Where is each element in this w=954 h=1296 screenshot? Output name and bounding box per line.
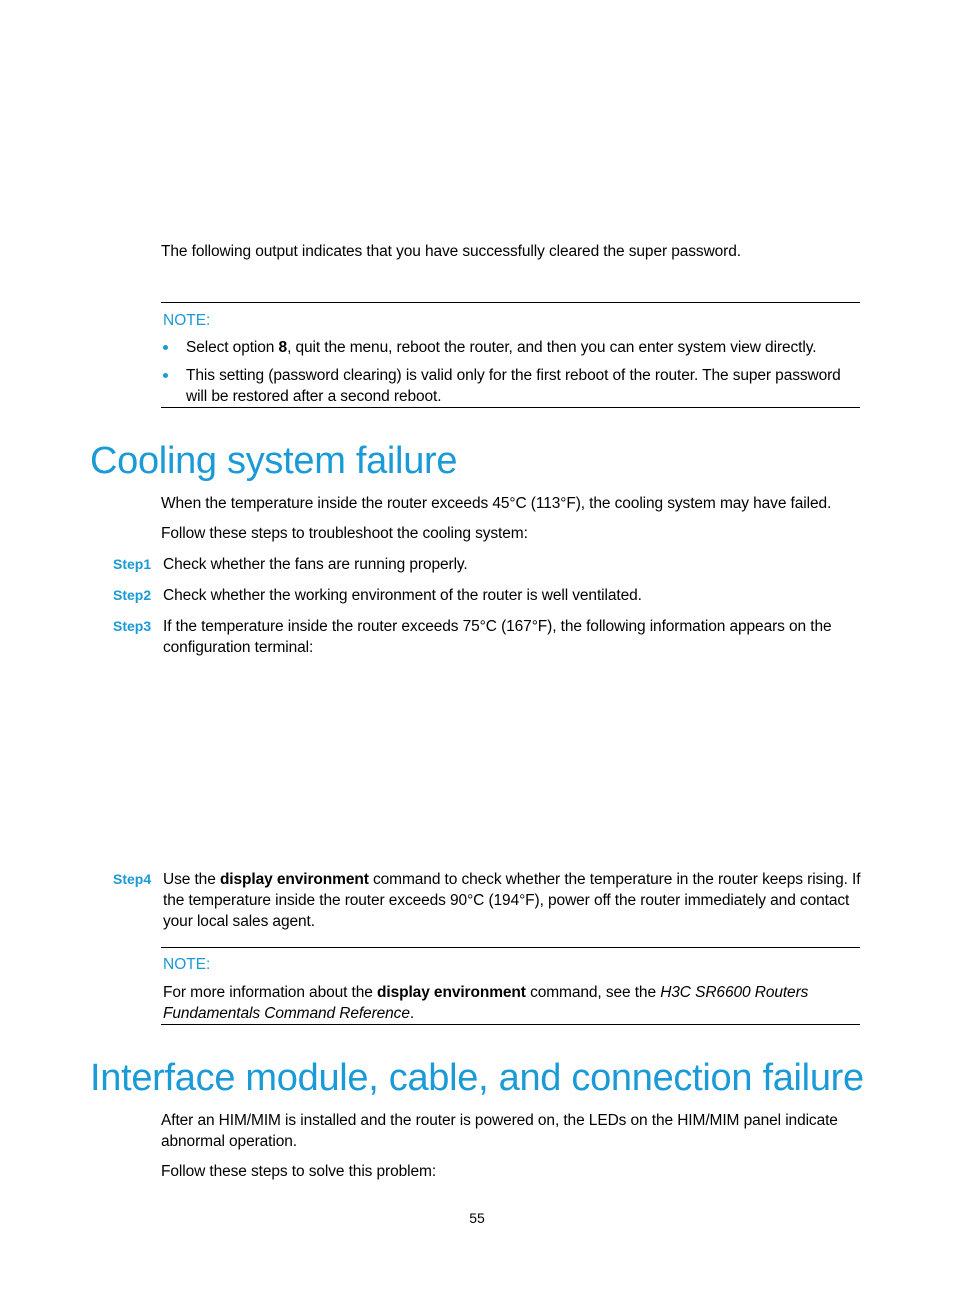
step-text: Check whether the working environment of the router is well ventilated. xyxy=(163,587,642,604)
step-label: Step2 xyxy=(113,587,152,603)
step-text: Check whether the fans are running properly. xyxy=(163,556,468,573)
step-label: Step1 xyxy=(113,556,152,572)
note-item: This setting (password clearing) is valid only for the first reboot of the router. The super password will be restored after a second reboot. xyxy=(186,367,841,405)
note-top-rule xyxy=(161,302,860,303)
step-text-part: Use the xyxy=(163,871,220,888)
note-label: NOTE: xyxy=(163,312,211,329)
command-name: display environment xyxy=(377,984,526,1001)
paragraph: When the temperature inside the router exceeds 45°C (113°F), the cooling system may have failed. xyxy=(161,495,832,512)
step-text xyxy=(163,869,863,932)
note-item-text: , quit the menu, reboot the router, and then you can enter system view directly. xyxy=(287,339,817,356)
note-label: NOTE: xyxy=(163,956,211,973)
bullet-icon xyxy=(163,345,168,350)
note-bottom-rule xyxy=(161,1024,860,1025)
reference-title: H3C SR6600 Routers Fundamentals Command Reference xyxy=(163,984,809,1022)
section-heading: Interface module, cable, and connection failure xyxy=(90,1057,864,1099)
note-text-part: command, see the xyxy=(525,984,661,1001)
command-name: display environment xyxy=(219,871,369,888)
paragraph: Follow these steps to troubleshoot the cooling system: xyxy=(161,525,528,542)
bullet-icon xyxy=(163,373,168,378)
note-item xyxy=(186,337,862,358)
intro-paragraph: The following output indicates that you have successfully cleared the super password. xyxy=(161,243,741,260)
page-number: 55 xyxy=(469,1210,485,1226)
note-text-part: For more information about the xyxy=(163,984,378,1001)
note-item-text: Select option xyxy=(186,339,279,356)
note-text-part: . xyxy=(409,1005,415,1022)
note-text xyxy=(163,982,853,1024)
note-top-rule xyxy=(161,947,860,948)
step-label: Step4 xyxy=(113,871,152,887)
step-text: If the temperature inside the router exceeds 75°C (167°F), the following information appears on the configuration terminal: xyxy=(163,618,832,656)
paragraph: Follow these steps to solve this problem: xyxy=(161,1163,437,1180)
section-heading: Cooling system failure xyxy=(90,440,458,482)
note-item-option: 8 xyxy=(278,339,288,356)
paragraph: After an HIM/MIM is installed and the router is powered on, the LEDs on the HIM/MIM panel indicate abnormal operation. xyxy=(161,1112,838,1150)
step-label: Step3 xyxy=(113,618,152,634)
note-bottom-rule xyxy=(161,407,860,408)
step-text-part: command to check whether the temperature in the router keeps rising. If the temperature inside the router exceeds 90°C (194°F), power off the router immediately and contact your local sales agent. xyxy=(163,871,861,930)
